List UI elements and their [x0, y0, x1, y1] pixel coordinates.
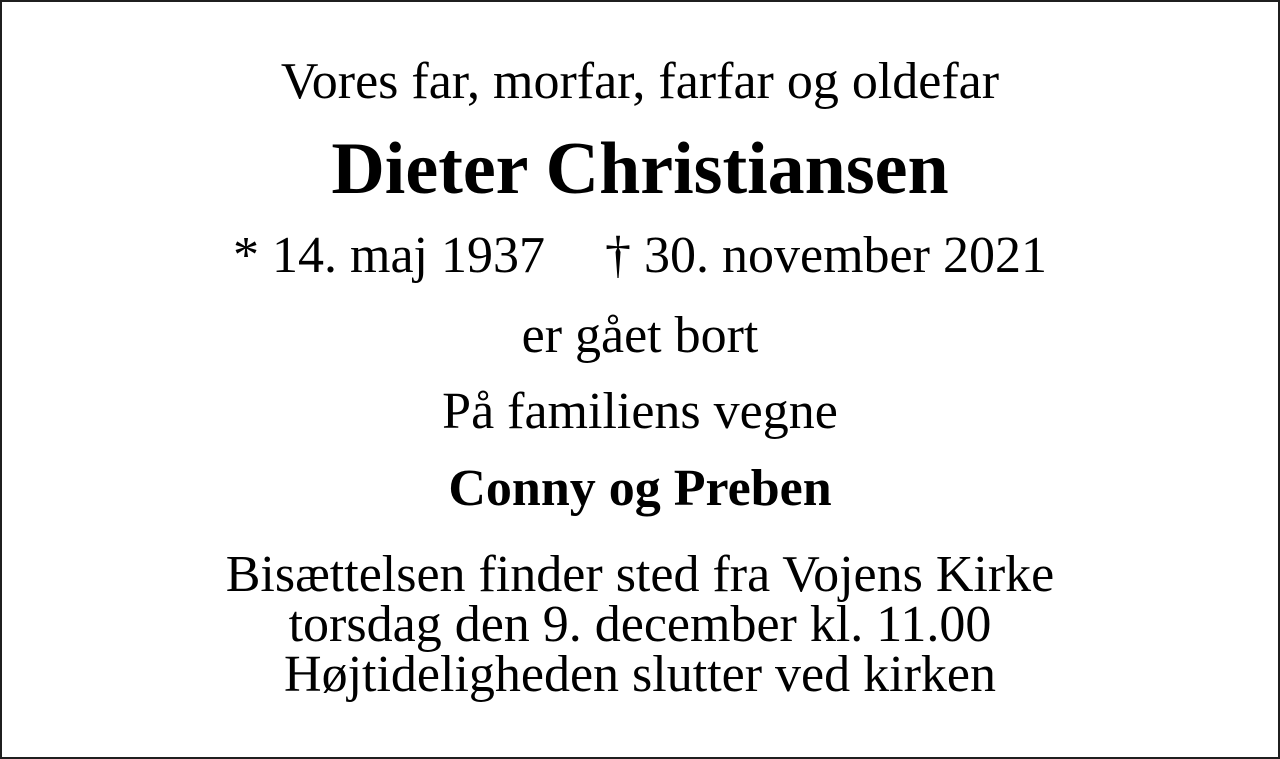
ceremony-details [2, 546, 1278, 703]
status-line: er gået bort [521, 307, 759, 364]
signatories: Conny og Preben [448, 460, 832, 517]
deceased-name: Dieter Christiansen [331, 128, 949, 210]
preamble-text: Vores far, morfar, farfar og oldefar [280, 53, 1000, 110]
life-dates [2, 227, 1278, 284]
death-date: † 30. november 2021 [605, 227, 1047, 284]
ceremony-line-location: Bisættelsen finder sted fra Vojens Kirke [225, 546, 1055, 603]
birth-date: * 14. maj 1937 [233, 227, 546, 284]
ceremony-line-datetime: torsdag den 9. december kl. 11.00 [288, 596, 992, 653]
ceremony-line-ending: Højtideligheden slutter ved kirken [284, 646, 996, 703]
on-behalf-line: På familiens vegne [442, 383, 838, 440]
